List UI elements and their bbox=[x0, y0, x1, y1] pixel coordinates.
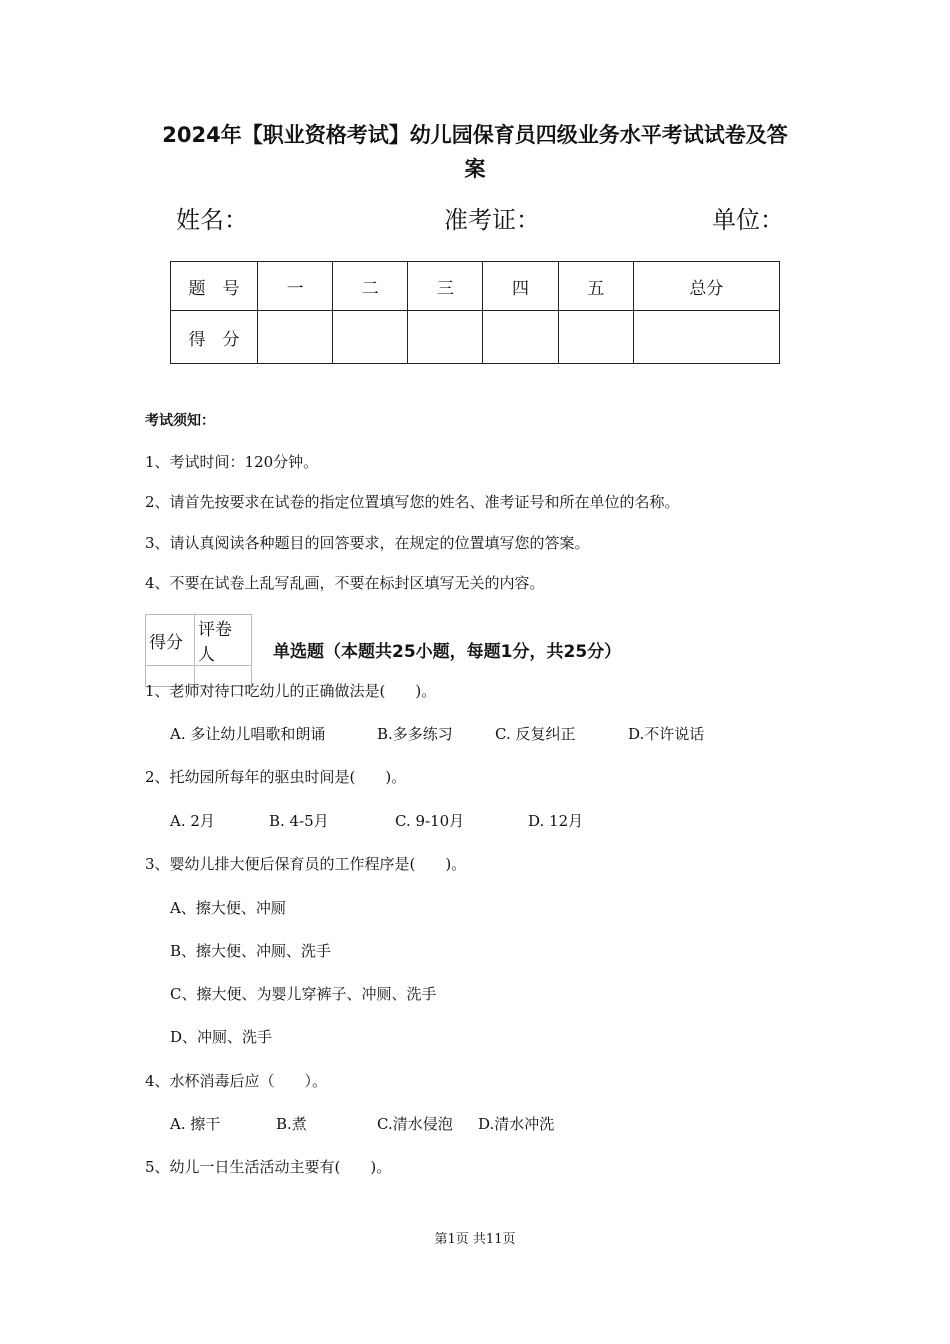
question-2-option-a: A. 2月 bbox=[170, 812, 215, 830]
notice-item-3: 3、请认真阅读各种题目的回答要求，在规定的位置填写您的答案。 bbox=[145, 534, 590, 552]
question-1-option-b: B.多多练习 bbox=[377, 725, 453, 743]
question-4-option-d: D.清水冲洗 bbox=[478, 1115, 555, 1133]
question-1-option-d: D.不许说话 bbox=[628, 725, 705, 743]
exam-title-line2: 案 bbox=[464, 157, 486, 181]
question-5-stem: 5、幼儿一日生活活动主要有( )。 bbox=[145, 1158, 392, 1176]
question-3-option-b: B、擦大便、冲厕、洗手 bbox=[170, 942, 332, 960]
question-3-stem: 3、婴幼儿排大便后保育员的工作程序是( )。 bbox=[145, 855, 467, 873]
score-cell-1[interactable] bbox=[258, 311, 333, 364]
header-section-5: 五 bbox=[558, 262, 633, 311]
notice-item-2: 2、请首先按要求在试卷的指定位置填写您的姓名、准考证号和所在单位的名称。 bbox=[145, 493, 680, 511]
header-section-4: 四 bbox=[483, 262, 558, 311]
header-section-1: 一 bbox=[258, 262, 333, 311]
question-1-option-a: A. 多让幼儿唱歌和朗诵 bbox=[170, 725, 326, 743]
exam-number-label: 准考证： bbox=[444, 206, 540, 234]
question-2-option-c: C. 9-10月 bbox=[395, 812, 465, 830]
score-cell-2[interactable] bbox=[333, 311, 408, 364]
score-table-header-row bbox=[171, 262, 780, 311]
page-footer: 第1页 共11页 bbox=[434, 1232, 516, 1247]
notice-item-1: 1、考试时间：120分钟。 bbox=[145, 453, 319, 471]
exam-title-line1: 2024年【职业资格考试】幼儿园保育员四级业务水平考试试卷及答 bbox=[162, 123, 788, 147]
score-cell-total[interactable] bbox=[633, 311, 779, 364]
grader-box bbox=[145, 614, 252, 687]
question-2-option-d: D. 12月 bbox=[528, 812, 584, 830]
score-table-score-row bbox=[171, 311, 780, 364]
score-row-label: 得 分 bbox=[171, 311, 258, 364]
question-2-option-b: B. 4-5月 bbox=[269, 812, 329, 830]
score-cell-4[interactable] bbox=[483, 311, 558, 364]
question-4-stem: 4、水杯消毒后应（ ）。 bbox=[145, 1072, 328, 1090]
question-3-option-a: A、擦大便、冲厕 bbox=[170, 899, 286, 917]
question-3-option-d: D、冲厕、洗手 bbox=[170, 1028, 273, 1046]
score-table bbox=[170, 261, 780, 364]
header-question-number: 题 号 bbox=[171, 262, 258, 311]
header-total: 总分 bbox=[633, 262, 779, 311]
question-2-stem: 2、托幼园所每年的驱虫时间是( )。 bbox=[145, 768, 407, 786]
score-cell-5[interactable] bbox=[558, 311, 633, 364]
question-4-option-b: B.煮 bbox=[276, 1115, 307, 1133]
question-4-option-a: A. 擦干 bbox=[170, 1115, 221, 1133]
grader-score-label: 得分 bbox=[146, 615, 195, 666]
name-label: 姓名： bbox=[176, 206, 248, 234]
unit-label: 单位： bbox=[712, 206, 784, 234]
question-3-option-c: C、擦大便、为婴儿穿裤子、冲厕、洗手 bbox=[170, 985, 437, 1003]
question-4-option-c: C.清水侵泡 bbox=[377, 1115, 453, 1133]
section-title: 单选题（本题共25小题，每题1分，共25分） bbox=[273, 642, 622, 662]
question-1-option-c: C. 反复纠正 bbox=[495, 725, 576, 743]
score-cell-3[interactable] bbox=[408, 311, 483, 364]
question-1-stem: 1、老师对待口吃幼儿的正确做法是( )。 bbox=[145, 682, 437, 700]
notice-heading: 考试须知： bbox=[145, 413, 215, 429]
grader-reviewer-label: 评卷人 bbox=[195, 615, 252, 666]
notice-item-4: 4、不要在试卷上乱写乱画，不要在标封区填写无关的内容。 bbox=[145, 574, 545, 592]
header-section-2: 二 bbox=[333, 262, 408, 311]
header-section-3: 三 bbox=[408, 262, 483, 311]
